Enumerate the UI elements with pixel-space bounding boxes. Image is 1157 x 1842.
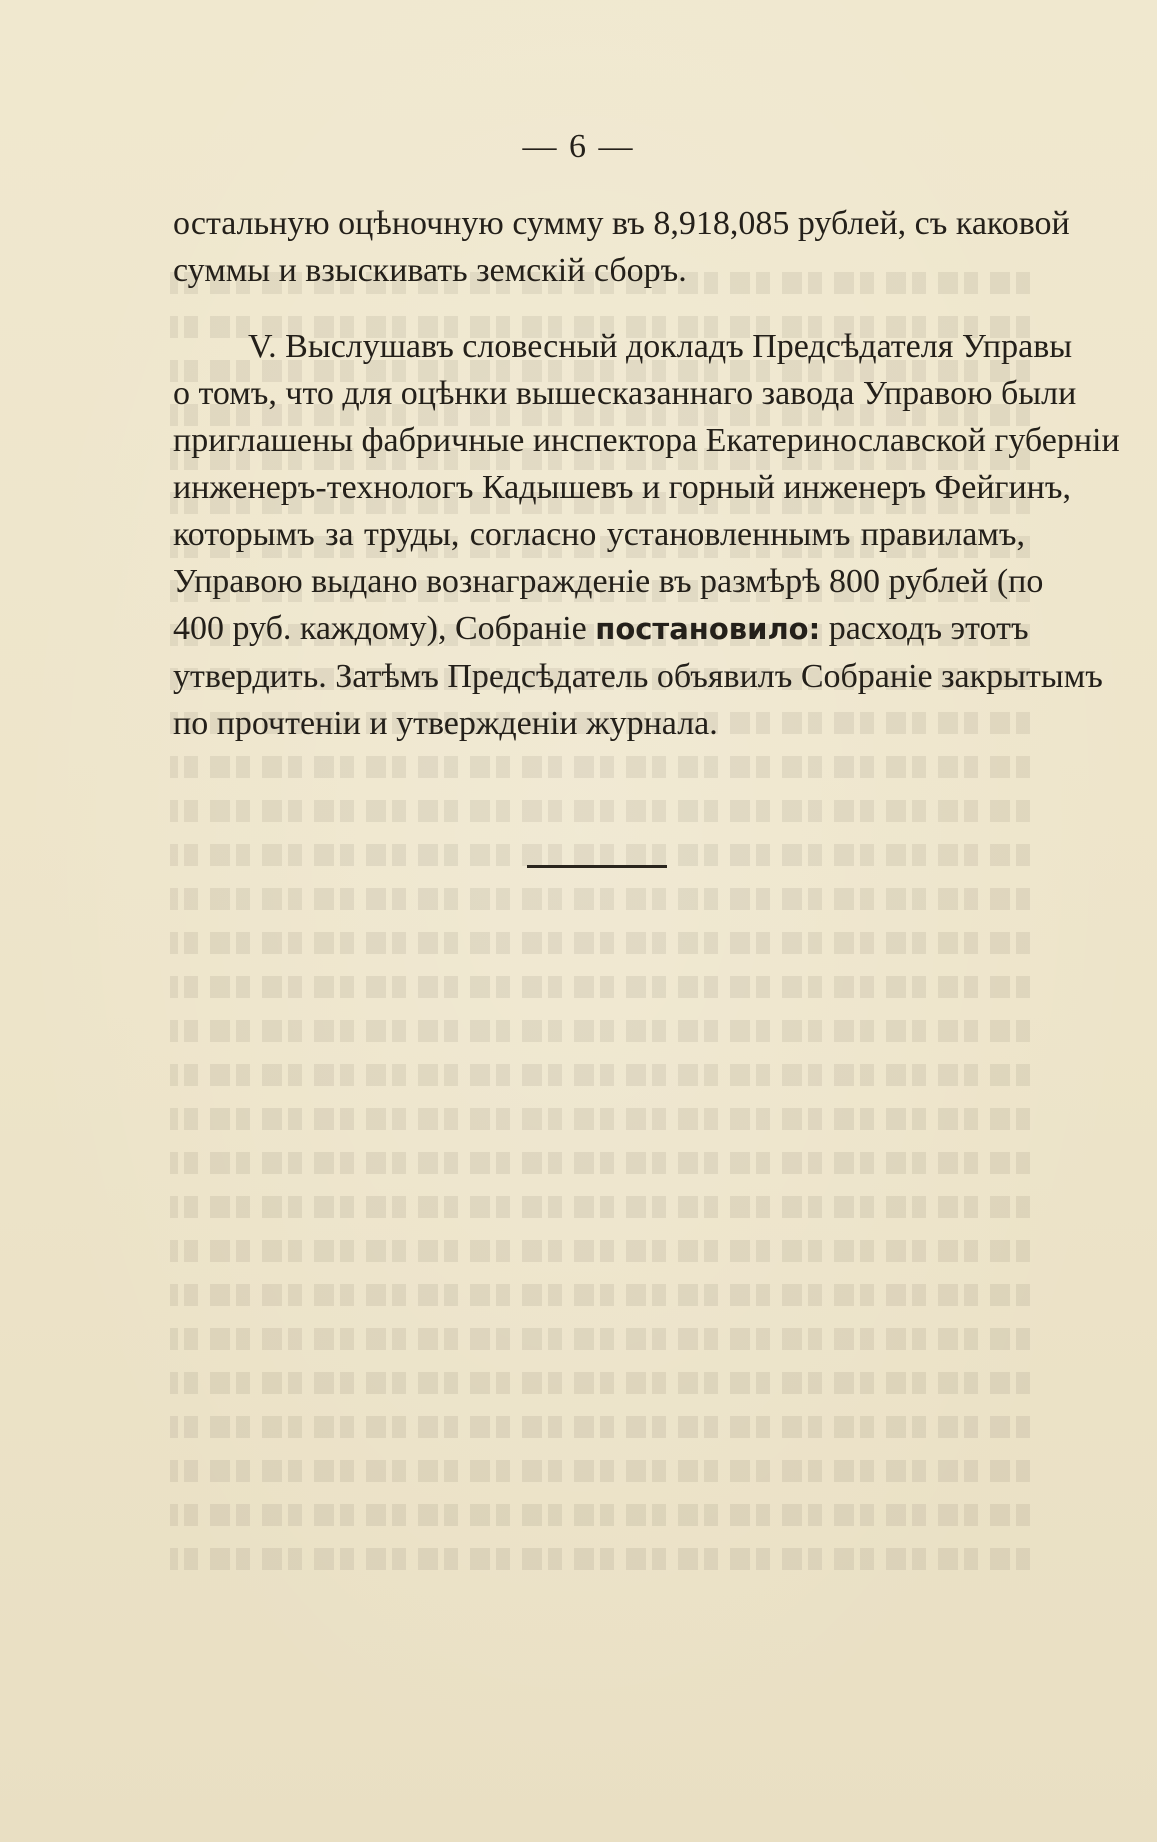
text-line-with-resolution (173, 605, 1029, 653)
text-fragment: расходъ этотъ (828, 610, 1029, 647)
text-line: приглашены фабричные инспектора Екатеринославской губерніи (173, 422, 1120, 459)
text-line: V. Выслушавъ словесный докладъ Предсѣдателя Управы (248, 328, 1073, 365)
text-line: суммы и взыскивать земскій сборъ. (173, 252, 687, 289)
text-line: остальную оцѣночную сумму въ 8,918,085 рублей, съ каковой (173, 205, 1070, 242)
page-number: — 6 — (522, 128, 635, 165)
text-line: о томъ, что для оцѣнки вышесказаннаго завода Управою были (173, 375, 1077, 412)
paragraph-continuation (173, 200, 1070, 294)
text-line: утвердить. Затѣмъ Предсѣдатель объявилъ Собраніе закрытымъ (173, 658, 1103, 695)
resolution-keyword: постановило: (595, 612, 821, 646)
end-rule-divider (527, 865, 667, 868)
text-line: которымъ за труды, согласно установленнымъ правиламъ, (173, 516, 1025, 553)
text-fragment: 400 руб. каждому), Собраніе (173, 610, 587, 647)
paragraph-resolution-v (173, 323, 1120, 747)
text-line: инженеръ-технологъ Кадышевъ и горный инженеръ Фейгинъ, (173, 469, 1071, 506)
text-line: по прочтеніи и утвержденіи журнала. (173, 705, 718, 742)
text-line: Управою выдано вознагражденіе въ размѣрѣ 800 рублей (по (173, 563, 1044, 600)
